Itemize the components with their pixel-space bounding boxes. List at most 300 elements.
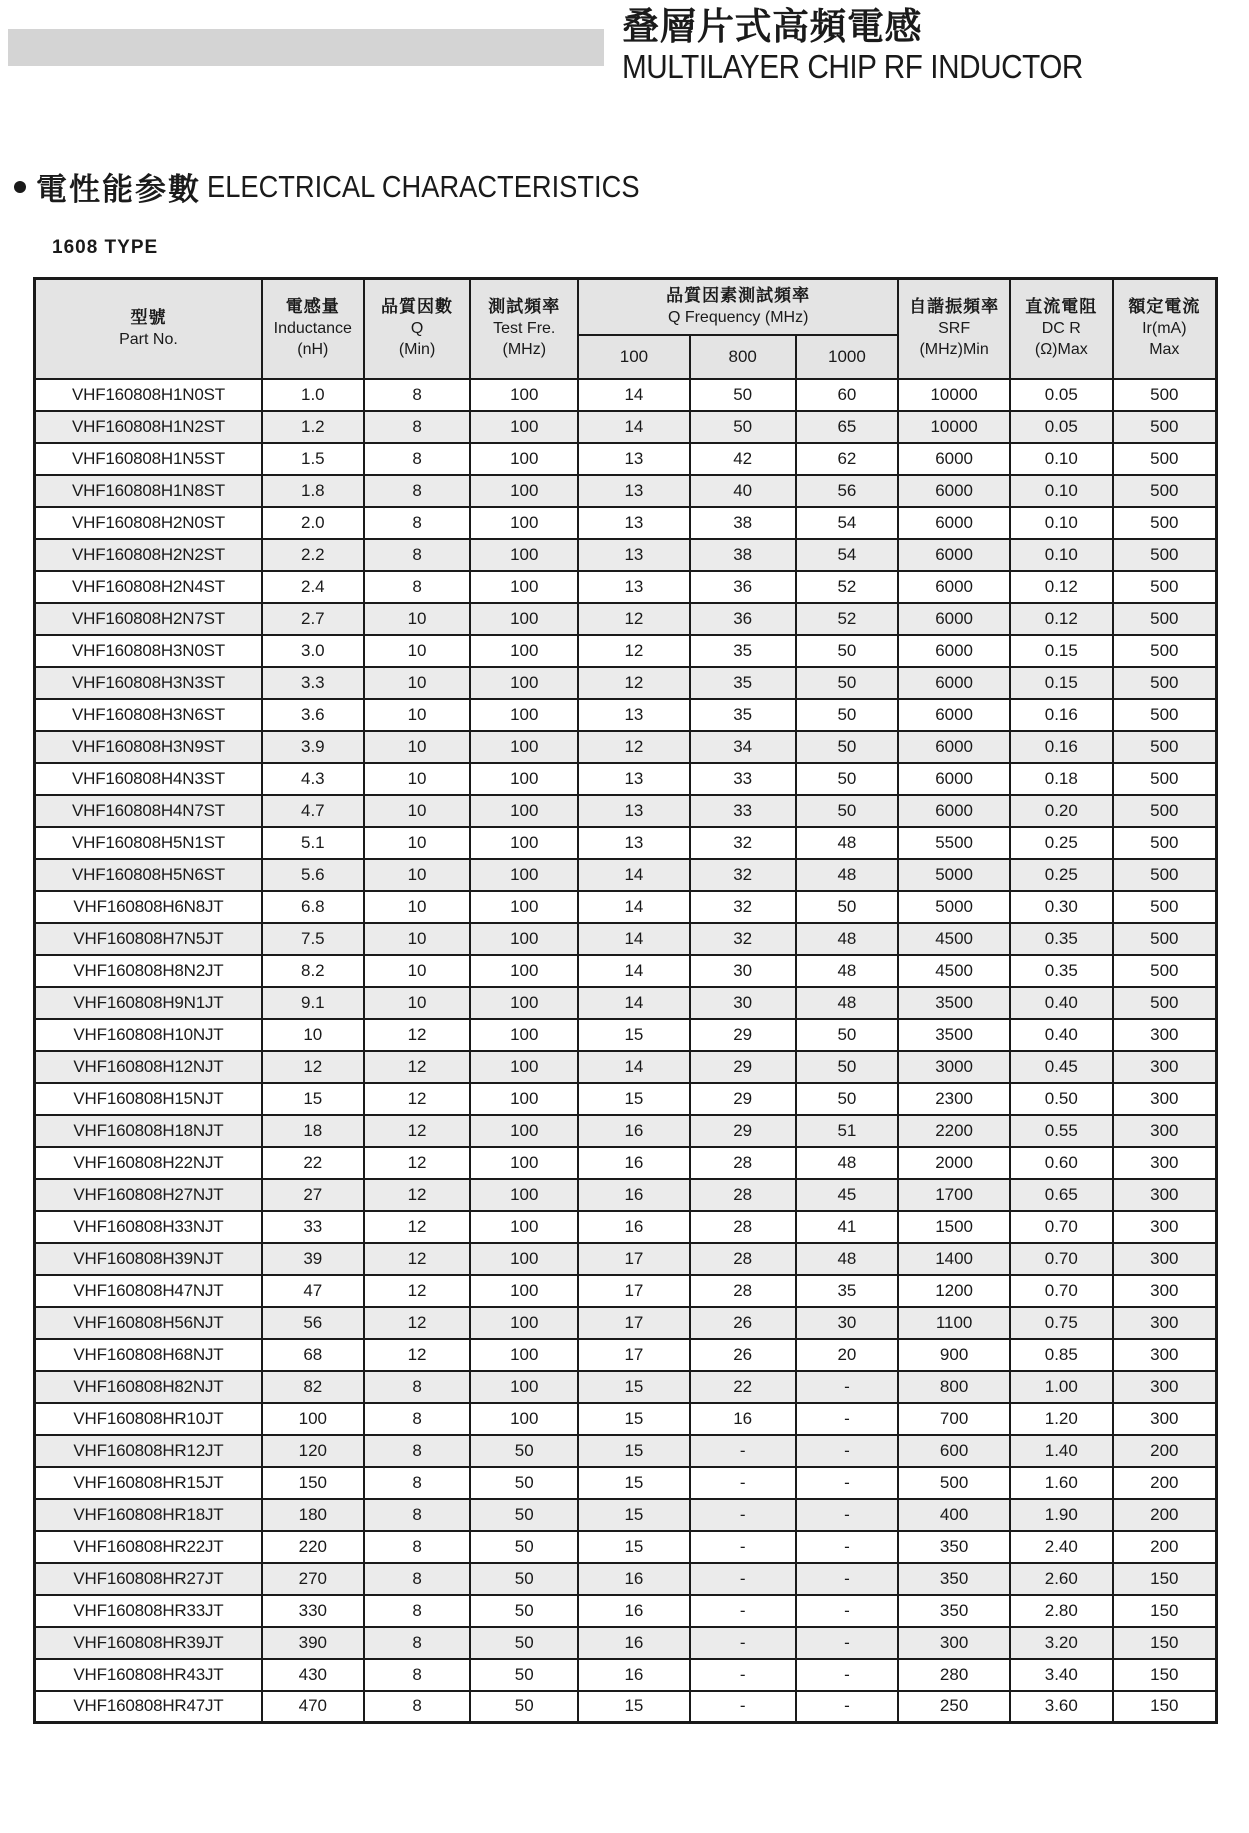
cell-value: - [690, 1563, 796, 1595]
cell-value: 300 [1113, 1371, 1217, 1403]
cell-value: 500 [898, 1467, 1010, 1499]
cell-value: 100 [470, 1019, 578, 1051]
cell-value: 0.40 [1010, 1019, 1113, 1051]
cell-part-no: VHF160808H47NJT [35, 1275, 262, 1307]
cell-value: 10 [364, 763, 471, 795]
cell-value: 50 [470, 1627, 578, 1659]
cell-value: 27 [262, 1179, 364, 1211]
cell-value: 220 [262, 1531, 364, 1563]
cell-value: 26 [690, 1307, 796, 1339]
cell-value: 2200 [898, 1115, 1010, 1147]
cell-value: 1.2 [262, 411, 364, 443]
cell-value: 500 [1113, 379, 1217, 411]
cell-part-no: VHF160808HR12JT [35, 1435, 262, 1467]
cell-value: 100 [470, 1179, 578, 1211]
cell-value: 13 [578, 827, 690, 859]
cell-value: 2.40 [1010, 1531, 1113, 1563]
cell-value: 6000 [898, 763, 1010, 795]
cell-value: 0.35 [1010, 923, 1113, 955]
cell-value: 10 [364, 667, 471, 699]
cell-value: 15 [578, 1499, 690, 1531]
cell-part-no: VHF160808H12NJT [35, 1051, 262, 1083]
cell-value: 15 [578, 1691, 690, 1723]
cell-value: 100 [470, 635, 578, 667]
cell-value: 500 [1113, 987, 1217, 1019]
cell-part-no: VHF160808HR47JT [35, 1691, 262, 1723]
cell-value: 700 [898, 1403, 1010, 1435]
cell-value: 0.75 [1010, 1307, 1113, 1339]
table-header [35, 279, 1217, 379]
cell-value: 6000 [898, 667, 1010, 699]
col-header-test-fre: 測試頻率 Test Fre. (MHz) [470, 279, 578, 379]
cell-value: 0.25 [1010, 859, 1113, 891]
cell-value: - [796, 1531, 899, 1563]
cell-value: 30 [796, 1307, 899, 1339]
table-row [35, 1627, 1217, 1659]
cell-value: 100 [470, 1339, 578, 1371]
cell-value: 500 [1113, 891, 1217, 923]
cell-value: 42 [690, 443, 796, 475]
cell-value: 300 [1113, 1147, 1217, 1179]
cell-value: 12 [364, 1083, 471, 1115]
cell-part-no: VHF160808H1N8ST [35, 475, 262, 507]
cell-value: 180 [262, 1499, 364, 1531]
table-row [35, 475, 1217, 507]
table-row [35, 1051, 1217, 1083]
cell-value: 16 [578, 1627, 690, 1659]
cell-value: 600 [898, 1435, 1010, 1467]
table-row [35, 891, 1217, 923]
cell-value: 100 [470, 1211, 578, 1243]
cell-value: 16 [578, 1147, 690, 1179]
cell-value: 10 [364, 603, 471, 635]
cell-value: 2.60 [1010, 1563, 1113, 1595]
cell-value: 50 [796, 635, 899, 667]
cell-value: 6000 [898, 539, 1010, 571]
cell-value: 28 [690, 1147, 796, 1179]
cell-value: 100 [470, 603, 578, 635]
cell-part-no: VHF160808H15NJT [35, 1083, 262, 1115]
cell-value: 50 [796, 667, 899, 699]
cell-value: 15 [578, 1467, 690, 1499]
cell-value: 16 [578, 1563, 690, 1595]
cell-value: 7.5 [262, 923, 364, 955]
cell-value: 0.10 [1010, 443, 1113, 475]
cell-part-no: VHF160808H68NJT [35, 1339, 262, 1371]
table-row [35, 1659, 1217, 1691]
cell-value: 0.35 [1010, 955, 1113, 987]
cell-value: 48 [796, 827, 899, 859]
cell-value: 100 [470, 667, 578, 699]
cell-value: 100 [470, 379, 578, 411]
cell-value: 3.20 [1010, 1627, 1113, 1659]
cell-value: 28 [690, 1211, 796, 1243]
cell-value: 270 [262, 1563, 364, 1595]
cell-part-no: VHF160808H3N9ST [35, 731, 262, 763]
cell-value: 500 [1113, 827, 1217, 859]
cell-part-no: VHF160808H3N0ST [35, 635, 262, 667]
table-row [35, 859, 1217, 891]
cell-value: 13 [578, 699, 690, 731]
cell-value: 100 [470, 1083, 578, 1115]
cell-value: 32 [690, 827, 796, 859]
table-row [35, 1019, 1217, 1051]
cell-value: 12 [364, 1339, 471, 1371]
cell-value: 10 [364, 699, 471, 731]
cell-value: 15 [262, 1083, 364, 1115]
cell-value: 12 [364, 1051, 471, 1083]
table-row [35, 1307, 1217, 1339]
cell-value: 34 [690, 731, 796, 763]
cell-value: 470 [262, 1691, 364, 1723]
cell-value: 0.60 [1010, 1147, 1113, 1179]
table-row [35, 1115, 1217, 1147]
cell-value: 15 [578, 1371, 690, 1403]
cell-value: 3.3 [262, 667, 364, 699]
cell-value: 48 [796, 1243, 899, 1275]
cell-value: - [690, 1595, 796, 1627]
cell-value: 6000 [898, 699, 1010, 731]
cell-part-no: VHF160808HR39JT [35, 1627, 262, 1659]
cell-value: 100 [470, 1275, 578, 1307]
cell-value: 33 [262, 1211, 364, 1243]
cell-value: 300 [1113, 1019, 1217, 1051]
cell-value: - [796, 1403, 899, 1435]
cell-value: 400 [898, 1499, 1010, 1531]
cell-value: 200 [1113, 1435, 1217, 1467]
cell-part-no: VHF160808H2N2ST [35, 539, 262, 571]
cell-value: 12 [364, 1307, 471, 1339]
cell-value: 48 [796, 1147, 899, 1179]
cell-value: 15 [578, 1019, 690, 1051]
cell-value: 300 [1113, 1083, 1217, 1115]
cell-value: 50 [796, 731, 899, 763]
table-row [35, 827, 1217, 859]
cell-value: 10 [364, 955, 471, 987]
cell-value: - [796, 1691, 899, 1723]
cell-value: 8 [364, 475, 471, 507]
cell-value: 100 [470, 1115, 578, 1147]
cell-value: 10 [364, 987, 471, 1019]
cell-value: 8 [364, 443, 471, 475]
cell-value: 8 [364, 1659, 471, 1691]
table-row [35, 1563, 1217, 1595]
cell-value: 2000 [898, 1147, 1010, 1179]
cell-value: 0.12 [1010, 571, 1113, 603]
cell-value: 1.40 [1010, 1435, 1113, 1467]
cell-value: 1.60 [1010, 1467, 1113, 1499]
cell-part-no: VHF160808HR18JT [35, 1499, 262, 1531]
cell-value: 68 [262, 1339, 364, 1371]
cell-value: 14 [578, 1051, 690, 1083]
cell-value: 6000 [898, 603, 1010, 635]
cell-value: 0.15 [1010, 635, 1113, 667]
cell-part-no: VHF160808HR22JT [35, 1531, 262, 1563]
cell-value: 50 [796, 699, 899, 731]
cell-value: 100 [470, 1403, 578, 1435]
cell-value: 50 [470, 1499, 578, 1531]
cell-value: - [690, 1499, 796, 1531]
cell-part-no: VHF160808H3N3ST [35, 667, 262, 699]
cell-value: 8 [364, 1563, 471, 1595]
table-row [35, 1275, 1217, 1307]
cell-value: 0.25 [1010, 827, 1113, 859]
cell-value: 10 [364, 731, 471, 763]
cell-value: 38 [690, 539, 796, 571]
cell-value: 29 [690, 1019, 796, 1051]
cell-value: 10000 [898, 379, 1010, 411]
cell-value: 8.2 [262, 955, 364, 987]
cell-value: 28 [690, 1275, 796, 1307]
cell-value: 5000 [898, 891, 1010, 923]
page-title-english: MULTILAYER CHIP RF INDUCTOR [622, 47, 1083, 85]
table-row [35, 443, 1217, 475]
cell-value: 430 [262, 1659, 364, 1691]
cell-value: 17 [578, 1307, 690, 1339]
cell-value: 10 [364, 923, 471, 955]
cell-value: 500 [1113, 667, 1217, 699]
table-row [35, 1371, 1217, 1403]
table-row [35, 923, 1217, 955]
cell-value: 8 [364, 571, 471, 603]
cell-part-no: VHF160808H18NJT [35, 1115, 262, 1147]
table-row [35, 1595, 1217, 1627]
cell-value: 4500 [898, 955, 1010, 987]
cell-value: 35 [690, 635, 796, 667]
cell-value: 5500 [898, 827, 1010, 859]
cell-value: 33 [690, 795, 796, 827]
cell-value: 14 [578, 379, 690, 411]
cell-value: 0.50 [1010, 1083, 1113, 1115]
cell-value: 12 [364, 1179, 471, 1211]
cell-value: 800 [898, 1371, 1010, 1403]
cell-value: 500 [1113, 571, 1217, 603]
table-row [35, 763, 1217, 795]
cell-value: 12 [578, 635, 690, 667]
table-row [35, 1211, 1217, 1243]
cell-value: 14 [578, 987, 690, 1019]
cell-value: 0.45 [1010, 1051, 1113, 1083]
cell-value: 0.18 [1010, 763, 1113, 795]
cell-value: 5.1 [262, 827, 364, 859]
cell-value: 35 [690, 667, 796, 699]
cell-value: 12 [364, 1211, 471, 1243]
cell-value: 500 [1113, 763, 1217, 795]
cell-value: 12 [364, 1115, 471, 1147]
cell-value: 10000 [898, 411, 1010, 443]
cell-value: 13 [578, 475, 690, 507]
cell-value: 18 [262, 1115, 364, 1147]
cell-value: 50 [796, 1083, 899, 1115]
cell-value: 48 [796, 987, 899, 1019]
cell-value: 50 [470, 1435, 578, 1467]
table-row [35, 1083, 1217, 1115]
col-header-q-freq-1000: 1000 [796, 335, 899, 379]
cell-value: 0.12 [1010, 603, 1113, 635]
cell-value: 100 [470, 1147, 578, 1179]
cell-part-no: VHF160808H39NJT [35, 1243, 262, 1275]
cell-value: 12 [364, 1019, 471, 1051]
table-row [35, 1147, 1217, 1179]
cell-value: 300 [898, 1627, 1010, 1659]
cell-part-no: VHF160808H56NJT [35, 1307, 262, 1339]
cell-value: 50 [470, 1659, 578, 1691]
cell-value: 8 [364, 539, 471, 571]
cell-value: 52 [796, 603, 899, 635]
cell-value: 100 [470, 411, 578, 443]
cell-value: 0.10 [1010, 507, 1113, 539]
cell-value: 0.16 [1010, 731, 1113, 763]
cell-value: 1700 [898, 1179, 1010, 1211]
cell-value: 2.4 [262, 571, 364, 603]
cell-value: 6000 [898, 795, 1010, 827]
cell-value: 14 [578, 411, 690, 443]
cell-value: 330 [262, 1595, 364, 1627]
cell-value: - [796, 1627, 899, 1659]
cell-value: - [690, 1627, 796, 1659]
section-title-chinese: 電性能参數 [36, 172, 201, 207]
spec-table [33, 277, 1218, 1724]
cell-value: 12 [578, 603, 690, 635]
cell-value: 2.7 [262, 603, 364, 635]
cell-value: 100 [470, 1051, 578, 1083]
cell-part-no: VHF160808H4N3ST [35, 763, 262, 795]
table-row [35, 1691, 1217, 1723]
cell-part-no: VHF160808H27NJT [35, 1179, 262, 1211]
col-header-ir: 額定電流 Ir(mA) Max [1113, 279, 1217, 379]
table-row [35, 379, 1217, 411]
cell-value: 0.70 [1010, 1275, 1113, 1307]
cell-part-no: VHF160808H82NJT [35, 1371, 262, 1403]
cell-value: 50 [690, 379, 796, 411]
cell-value: 16 [578, 1115, 690, 1147]
cell-value: 51 [796, 1115, 899, 1147]
section-heading [14, 164, 699, 209]
cell-value: - [796, 1595, 899, 1627]
cell-part-no: VHF160808H7N5JT [35, 923, 262, 955]
cell-value: 35 [690, 699, 796, 731]
cell-value: 15 [578, 1531, 690, 1563]
cell-value: 100 [470, 891, 578, 923]
cell-value: 22 [262, 1147, 364, 1179]
cell-value: 6000 [898, 507, 1010, 539]
table-row [35, 411, 1217, 443]
cell-value: 12 [262, 1051, 364, 1083]
cell-value: 100 [470, 443, 578, 475]
table-row [35, 699, 1217, 731]
cell-value: 36 [690, 603, 796, 635]
cell-value: 350 [898, 1595, 1010, 1627]
cell-value: - [796, 1435, 899, 1467]
cell-value: 60 [796, 379, 899, 411]
cell-value: 100 [470, 699, 578, 731]
cell-value: 13 [578, 571, 690, 603]
cell-value: 0.05 [1010, 411, 1113, 443]
cell-value: 1.0 [262, 379, 364, 411]
cell-value: 150 [1113, 1595, 1217, 1627]
cell-part-no: VHF160808HR10JT [35, 1403, 262, 1435]
cell-value: 17 [578, 1275, 690, 1307]
cell-value: 250 [898, 1691, 1010, 1723]
cell-value: 14 [578, 859, 690, 891]
header-accent-bar [8, 29, 604, 66]
cell-value: 3.9 [262, 731, 364, 763]
cell-value: 500 [1113, 699, 1217, 731]
cell-value: 350 [898, 1563, 1010, 1595]
cell-value: 8 [364, 1691, 471, 1723]
cell-value: 12 [364, 1147, 471, 1179]
cell-value: 500 [1113, 795, 1217, 827]
cell-part-no: VHF160808H22NJT [35, 1147, 262, 1179]
cell-value: 8 [364, 411, 471, 443]
cell-value: 3500 [898, 1019, 1010, 1051]
cell-value: 29 [690, 1115, 796, 1147]
cell-value: 150 [1113, 1627, 1217, 1659]
cell-value: - [796, 1659, 899, 1691]
cell-value: 100 [470, 827, 578, 859]
cell-value: 100 [470, 955, 578, 987]
table-row [35, 1179, 1217, 1211]
cell-value: 16 [578, 1595, 690, 1627]
cell-value: 8 [364, 507, 471, 539]
cell-value: 16 [578, 1659, 690, 1691]
cell-value: 8 [364, 1371, 471, 1403]
cell-value: 0.55 [1010, 1115, 1113, 1147]
cell-part-no: VHF160808H6N8JT [35, 891, 262, 923]
cell-value: 2300 [898, 1083, 1010, 1115]
cell-value: 8 [364, 379, 471, 411]
cell-value: 150 [1113, 1563, 1217, 1595]
cell-value: 500 [1113, 443, 1217, 475]
cell-value: 500 [1113, 731, 1217, 763]
cell-value: 3.40 [1010, 1659, 1113, 1691]
cell-value: 13 [578, 539, 690, 571]
cell-value: 100 [470, 731, 578, 763]
cell-value: 2.2 [262, 539, 364, 571]
table-row [35, 635, 1217, 667]
col-header-inductance: 電感量 Inductance (nH) [262, 279, 364, 379]
cell-value: 300 [1113, 1179, 1217, 1211]
table-row [35, 571, 1217, 603]
cell-value: 0.05 [1010, 379, 1113, 411]
cell-part-no: VHF160808HR27JT [35, 1563, 262, 1595]
cell-value: 6000 [898, 443, 1010, 475]
cell-value: 29 [690, 1051, 796, 1083]
cell-value: 8 [364, 1499, 471, 1531]
table-row [35, 1403, 1217, 1435]
cell-value: 14 [578, 891, 690, 923]
cell-value: 500 [1113, 507, 1217, 539]
cell-value: 300 [1113, 1275, 1217, 1307]
cell-value: 17 [578, 1243, 690, 1275]
cell-value: 500 [1113, 955, 1217, 987]
cell-value: 12 [578, 731, 690, 763]
type-label: 1608 TYPE [52, 237, 159, 258]
cell-value: 50 [796, 795, 899, 827]
cell-value: 54 [796, 507, 899, 539]
col-header-part-no: 型號 Part No. [35, 279, 262, 379]
cell-value: 6000 [898, 571, 1010, 603]
table-row [35, 667, 1217, 699]
cell-value: 350 [898, 1531, 1010, 1563]
cell-value: 41 [796, 1211, 899, 1243]
cell-value: 280 [898, 1659, 1010, 1691]
cell-value: 12 [578, 667, 690, 699]
cell-value: 9.1 [262, 987, 364, 1019]
cell-value: 300 [1113, 1339, 1217, 1371]
cell-value: 32 [690, 859, 796, 891]
cell-value: 50 [470, 1595, 578, 1627]
